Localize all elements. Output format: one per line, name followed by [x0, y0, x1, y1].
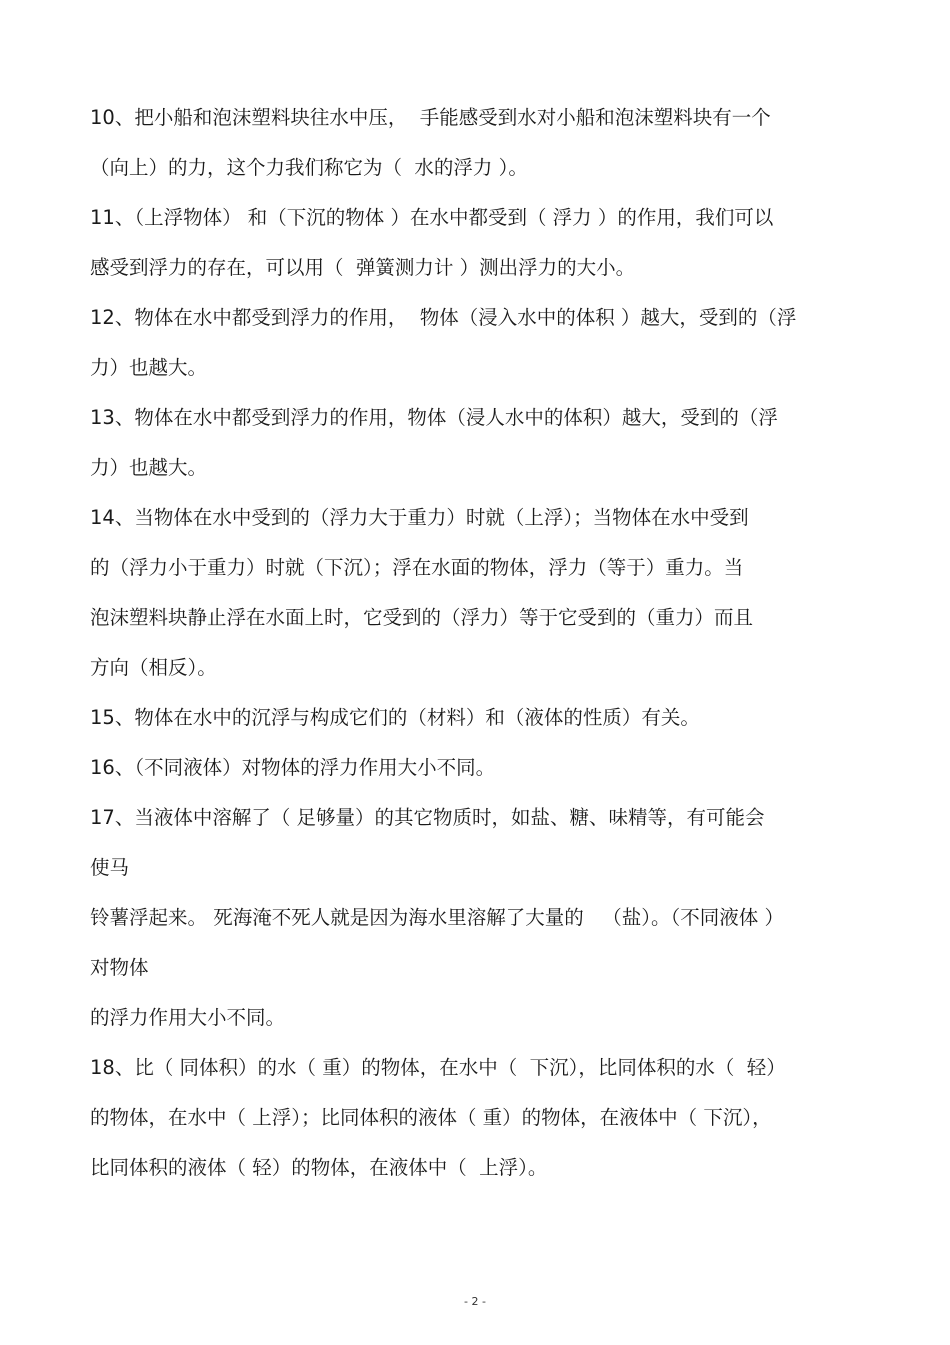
text-line: 13、物体在水中都受到浮力的作用，物体（浸人水中的体积）越大，受到的（浮	[90, 406, 778, 429]
text-line: 的物体，在水中（ 上浮）；比同体积的液体（ 重）的物体，在液体中（ 下沉），	[90, 1106, 772, 1129]
text-line: 12、物体在水中都受到浮力的作用， 物体（浸入水中的体积 ）越大，受到的（浮	[90, 306, 797, 329]
text-line: 使马	[90, 856, 130, 879]
text-line: （向上）的力，这个力我们称它为（ 水的浮力 ）。	[90, 156, 528, 179]
text-line: 18、比（ 同体积）的水（ 重）的物体，在水中（ 下沉），比同体积的水（ 轻）	[90, 1056, 786, 1079]
text-line: 对物体	[90, 956, 149, 979]
text-line: 11、（上浮物体） 和（下沉的物体 ）在水中都受到（ 浮力 ）的作用，我们可以	[90, 206, 774, 229]
text-line: 感受到浮力的存在，可以用（ 弹簧测力计 ）测出浮力的大小。	[90, 256, 636, 279]
text-line: 力）也越大。	[90, 356, 208, 379]
text-line: 铃薯浮起来。 死海淹不死人就是因为海水里溶解了大量的 （盐）。（不同液体 ）	[90, 906, 784, 929]
text-line: 16、（不同液体）对物体的浮力作用大小不同。	[90, 756, 496, 779]
text-line: 的浮力作用大小不同。	[90, 1006, 286, 1029]
text-line: 14、当物体在水中受到的（浮力大于重力）时就（上浮）；当物体在水中受到	[90, 506, 749, 529]
text-line: 15、物体在水中的沉浮与构成它们的（材料）和（液体的性质）有关。	[90, 706, 700, 729]
text-line: 17、当液体中溶解了（ 足够量）的其它物质时，如盐、糖、味精等，有可能会	[90, 806, 765, 829]
text-line: 力）也越大。	[90, 456, 208, 479]
text-line: 10、把小船和泡沫塑料块往水中压， 手能感受到水对小船和泡沫塑料块有一个	[90, 106, 771, 129]
text-line: 方向（相反）。	[90, 656, 217, 679]
text-line: 的（浮力小于重力）时就（下沉）；浮在水面的物体，浮力（等于）重力。当	[90, 556, 744, 579]
page-number: - 2 -	[464, 1295, 486, 1308]
text-line: 比同体积的液体（ 轻）的物体，在液体中（ 上浮）。	[90, 1156, 548, 1179]
text-line: 泡沫塑料块静止浮在水面上时，它受到的（浮力）等于它受到的（重力）而且	[90, 606, 754, 629]
